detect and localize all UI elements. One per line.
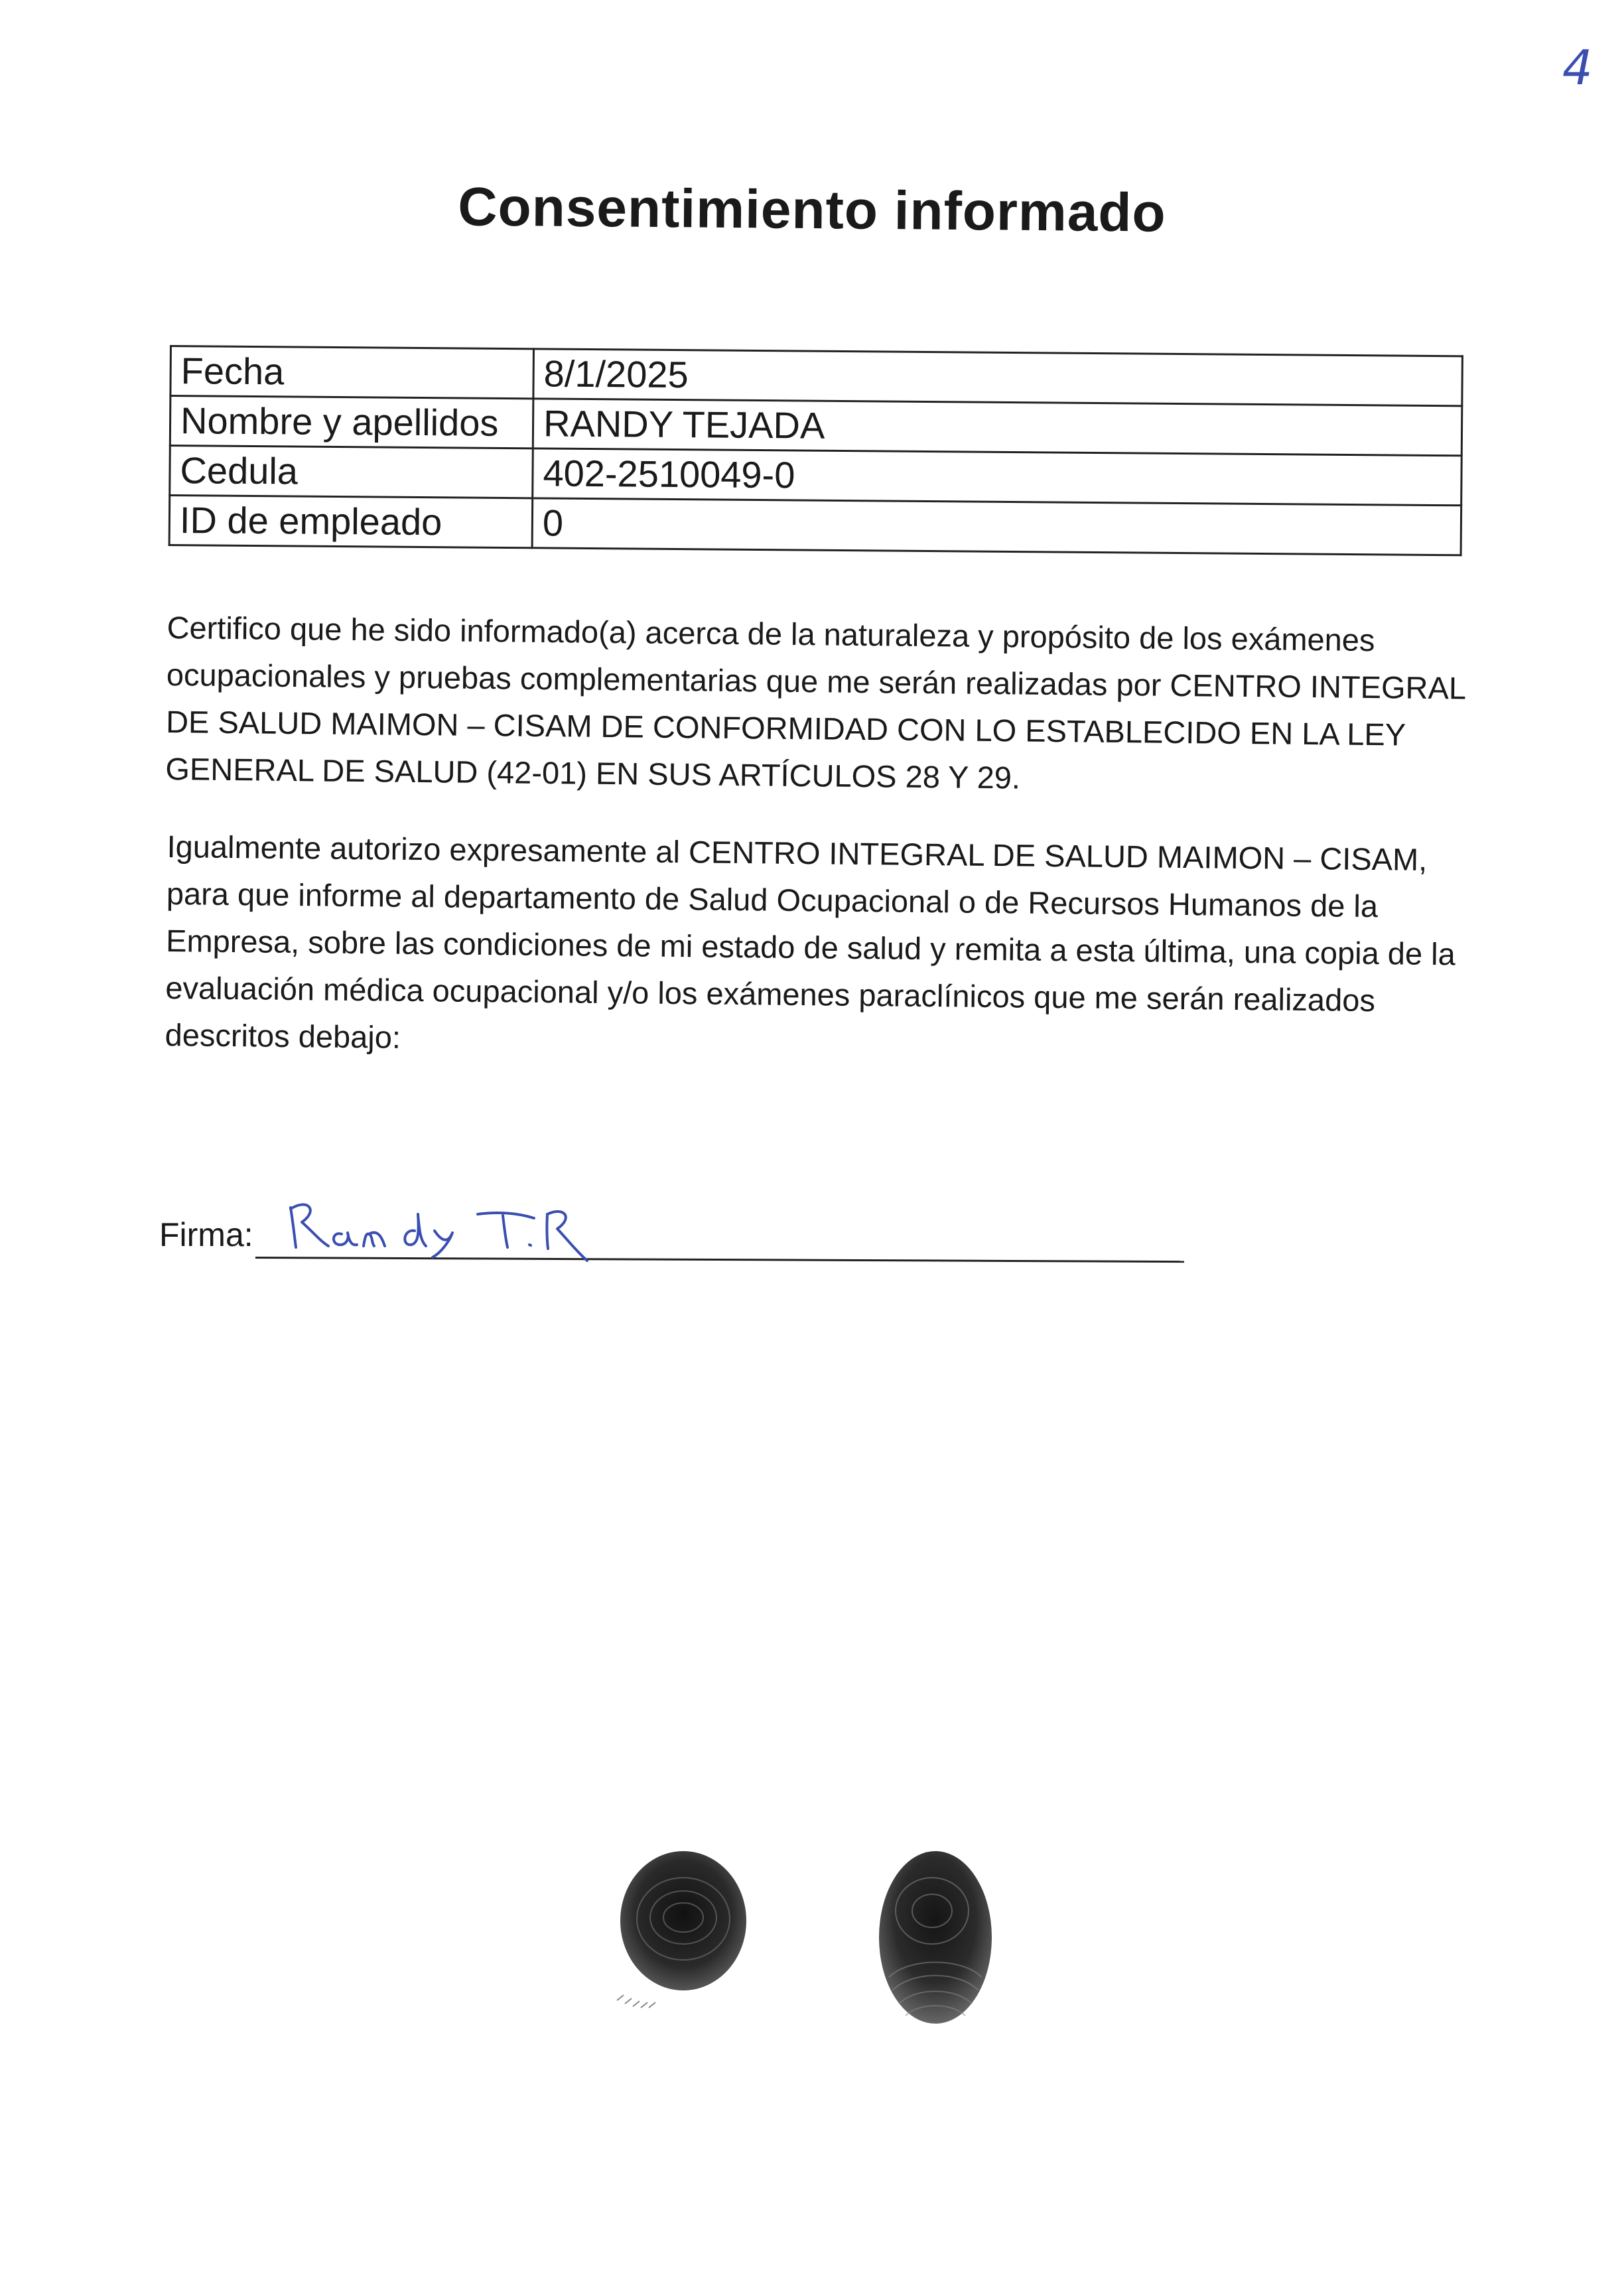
row-label-cedula: Cedula xyxy=(170,446,533,498)
handwritten-signature xyxy=(279,1194,650,1267)
row-value-fecha: 8/1/2025 xyxy=(533,349,1463,406)
signature-row xyxy=(159,1201,1194,1274)
row-value-cedula: 402-2510049-0 xyxy=(533,449,1462,506)
row-value-nombre: RANDY TEJADA xyxy=(533,399,1462,456)
consent-paragraph-1: Certifico que he sido informado(a) acerca de la naturaleza y propósito de los exámenes ocupacionales y pruebas complementarias que me serán realizadas por CENTRO INTEGRAL DE SALUD MAIMON – CISAM DE CONFORMIDAD CON LO ESTABLECIDO EN LA LEY GENERAL DE SALUD (42-01) EN SUS ARTÍCULOS 28 Y 29. xyxy=(165,609,1465,796)
row-value-id-empleado: 0 xyxy=(532,498,1461,555)
row-label-nombre: Nombre y apellidos xyxy=(170,396,533,449)
page-number: 4 xyxy=(1562,40,1593,96)
row-label-fecha: Fecha xyxy=(170,346,534,399)
fingerprint-right-icon xyxy=(856,1844,1015,2050)
consent-paragraph-2: Igualmente autorizo expresamente al CENTRO INTEGRAL DE SALUD MAIMON – CISAM, para que informe al departamento de Salud Ocupacional o de Recursos Humanos de la Empresa, sobre las condiciones de mi estado de salud y remita a esta última, una copia de la evaluación médica ocupacional y/o los exámenes paraclínicos que me serán realizados descritos debajo: xyxy=(165,828,1456,1055)
signature-label: Firma: xyxy=(159,1216,253,1253)
page-title: Consentimiento informado xyxy=(458,176,1166,243)
row-label-id-empleado: ID de empleado xyxy=(169,496,533,548)
fingerprint-left-icon xyxy=(597,1844,770,2030)
info-table xyxy=(169,345,1463,556)
table-row xyxy=(169,496,1461,555)
